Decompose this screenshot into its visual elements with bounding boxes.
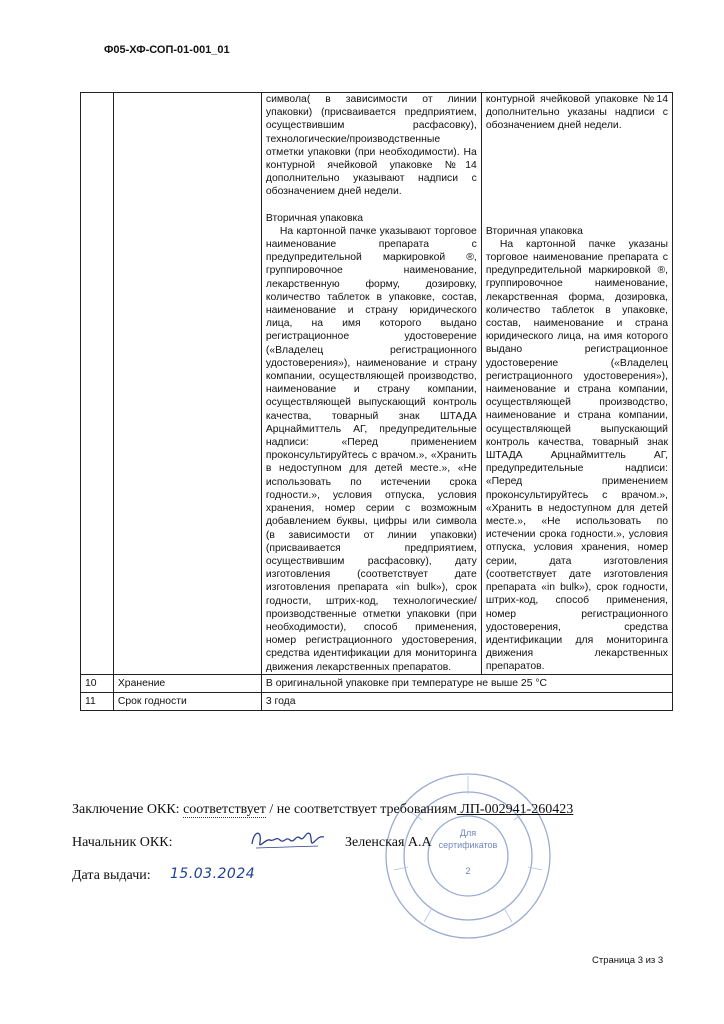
page-number: Страница 3 из 3: [592, 955, 664, 966]
results-cell: [481, 93, 672, 675]
secondary-packaging-result-title: Вторичная упаковка: [485, 225, 583, 237]
row-value-cell: В оригинальной упаковке при температуре не выше 25 °С: [261, 674, 672, 692]
primary-packaging-result: контурной ячейковой упаковке №14 дополнительно указаны надписи с обозначением дней недели.: [485, 94, 668, 132]
stamp-text-line2: сертификатов: [438, 840, 498, 850]
round-stamp: [382, 770, 554, 942]
row-number-cell: 10: [81, 674, 114, 692]
conclusion-requirement-value: ЛП-002941-260423: [456, 802, 574, 817]
document-code: Ф05-ХФ-СОП-01-001_01: [104, 44, 230, 56]
row-name-cell: [113, 93, 261, 675]
conclusion-label: Заключение ОКК:: [72, 802, 184, 817]
secondary-packaging-title: Вторичная упаковка: [265, 212, 364, 224]
table-row: [81, 674, 673, 692]
secondary-packaging-result-text: На картонной пачке указаны торговое наименование препарата с предупредительной маркировкой ®, группировочное наименование, лекарственная форма, дозировка, количество таблеток в упаковке, состав, наименование и страна юридического лица, на имя которого выдано регистрационное удостоверение («Владелец регистрационного удостоверения»), наименование и страна компании, осуществляющей производство, наименование и страна компании, осуществляющей выпускающий контроль качества, товарный знак ШТАДА Арцнаймиттель АГ, предупредительные надписи: «Перед применением проконсультируйтесь с врачом.», «Хранить в недоступном для детей месте.», «Не использовать по истечении срока годности.», условия отпуска, условия хранения, номер серии, дата изготовления (соответствует дате изготовления препарата «in bulk»), срок годности, штрих-код, способ применения, номер регистрационного удостоверения, средства идентификации для мониторинга движения лекарственных препаратов.: [485, 238, 668, 673]
row-value-cell: 3 года: [261, 692, 672, 710]
handwritten-signature: [248, 824, 328, 854]
row-name-cell: Срок годности: [113, 692, 261, 710]
secondary-packaging-text: На картонной пачке указывают торговое наименование препарата с предупредительной маркировкой ®, группировочное наименование, лекарственную форму, дозировку, количество таблеток в упаковке, состав, наименование и страну юридического лица, на имя которого выдано регистрационное удостоверение («Владелец регистрационного удостоверения»), наименование и страну компании, осуществляющей производство, наименование и страну компании, осуществляющей выпускающий контроль качества, товарный знак ШТАДА Арцнаймиттель АГ, предупредительные надписи: «Перед применением проконсультируйтесь с врачом.», «Хранить в недоступном для детей месте.», «Не использовать по истечении срока годности.», условия отпуска, условия хранения, номер серии с возможным добавлением буквы, цифры или символа (в зависимости от линии упаковки) (присваивается предприятием, осуществившим расфасовку), дату изготовления (соответствует дате изготовления препарата «in bulk»), срок годности, штрих-код, технологические/производственные отметки упаковки (при необходимости), способ применения, номер регистрационного удостоверения, средства идентификации для мониторинга движения лекарственных препаратов.: [265, 225, 477, 673]
signer-name: Зеленская А.А: [345, 835, 432, 850]
conclusion-complies: соответствует: [183, 802, 266, 817]
issue-date-value: 15.03.2024: [170, 866, 256, 882]
primary-packaging-text: символа( в зависимости от линии упаковки) (присваивается предприятием, осуществившим расфасовку), технологические/производственные отметки упаковки (при необходимости). На контурной ячейковой упаковке №14 дополнительно указывают надписи с обозначением дней недели.: [265, 94, 477, 198]
specification-table: [80, 92, 673, 711]
table-row: [81, 692, 673, 710]
row-number-cell: [81, 93, 114, 675]
stamp-text-line1: Для: [459, 828, 477, 838]
conclusion: [72, 802, 573, 818]
conclusion-requirement-label: требованиям: [380, 802, 457, 817]
signature-position: Начальник ОКК:: [72, 835, 173, 850]
issue-date-label: Дата выдачи:: [72, 868, 151, 883]
row-number-cell: 11: [81, 692, 114, 710]
row-name-cell: Хранение: [113, 674, 261, 692]
stamp-number: 2: [465, 866, 471, 876]
requirements-cell: [261, 93, 481, 675]
table-row: [81, 93, 673, 675]
conclusion-separator: / не соответствует: [265, 802, 381, 817]
